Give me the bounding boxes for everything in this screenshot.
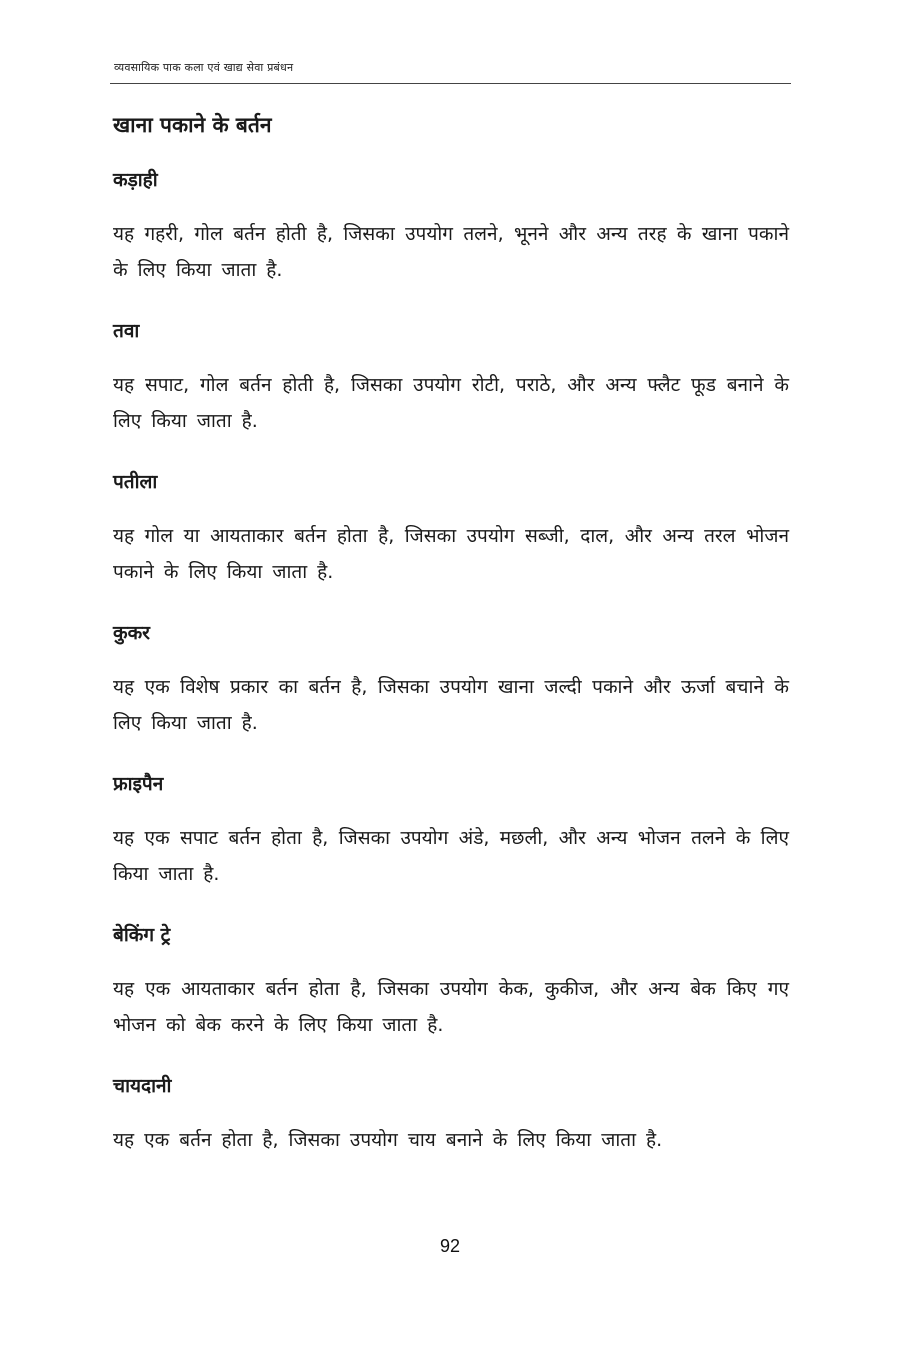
item-description: यह गहरी, गोल बर्तन होती है, जिसका उपयोग तलने, भूनने और अन्य तरह के खाना पकाने के लिए किया जाता है.: [113, 223, 789, 281]
item-description: यह एक बर्तन होता है, जिसका उपयोग चाय बनाने के लिए किया जाता है.: [113, 1129, 663, 1151]
item-teapot: [113, 1072, 789, 1158]
running-header: व्यवसायिक पाक कला एवं खाद्य सेवा प्रबंधन: [114, 61, 294, 74]
item-description: यह एक सपाट बर्तन होता है, जिसका उपयोग अंडे, मछली, और अन्य भोजन तलने के लिए किया जाता है.: [113, 827, 789, 885]
item-cooker: [113, 619, 789, 741]
item-title: पतीला: [113, 471, 158, 493]
item-kadahi: [113, 166, 789, 288]
item-tawa: [113, 317, 789, 439]
item-title: तवा: [113, 320, 140, 342]
item-description: यह एक आयताकार बर्तन होता है, जिसका उपयोग केक, कुकीज, और अन्य बेक किए गए भोजन को बेक करने के लिए किया जाता है.: [113, 978, 789, 1036]
item-title: फ्राइपैन: [113, 773, 164, 795]
page-number: 92: [439, 1236, 461, 1256]
item-title: बेकिंग ट्रे: [113, 924, 171, 946]
item-description: यह एक विशेष प्रकार का बर्तन है, जिसका उपयोग खाना जल्दी पकाने और ऊर्जा बचाने के लिए किया जाता है.: [113, 676, 789, 734]
item-title: कुकर: [113, 622, 150, 644]
item-description: यह गोल या आयताकार बर्तन होता है, जिसका उपयोग सब्जी, दाल, और अन्य तरल भोजन पकाने के लिए किया जाता है.: [113, 525, 789, 583]
item-description: यह सपाट, गोल बर्तन होती है, जिसका उपयोग रोटी, पराठे, और अन्य फ्लैट फूड बनाने के लिए किया जाता है.: [113, 374, 789, 432]
item-baking-tray: [113, 921, 789, 1043]
item-patila: [113, 468, 789, 590]
section-title: खाना पकाने के बर्तन: [113, 113, 272, 137]
item-frypan: [113, 770, 789, 892]
item-title: कड़ाही: [113, 169, 158, 191]
page-content: [113, 110, 789, 1187]
item-title: चायदानी: [113, 1075, 172, 1097]
header-divider: [110, 83, 791, 84]
